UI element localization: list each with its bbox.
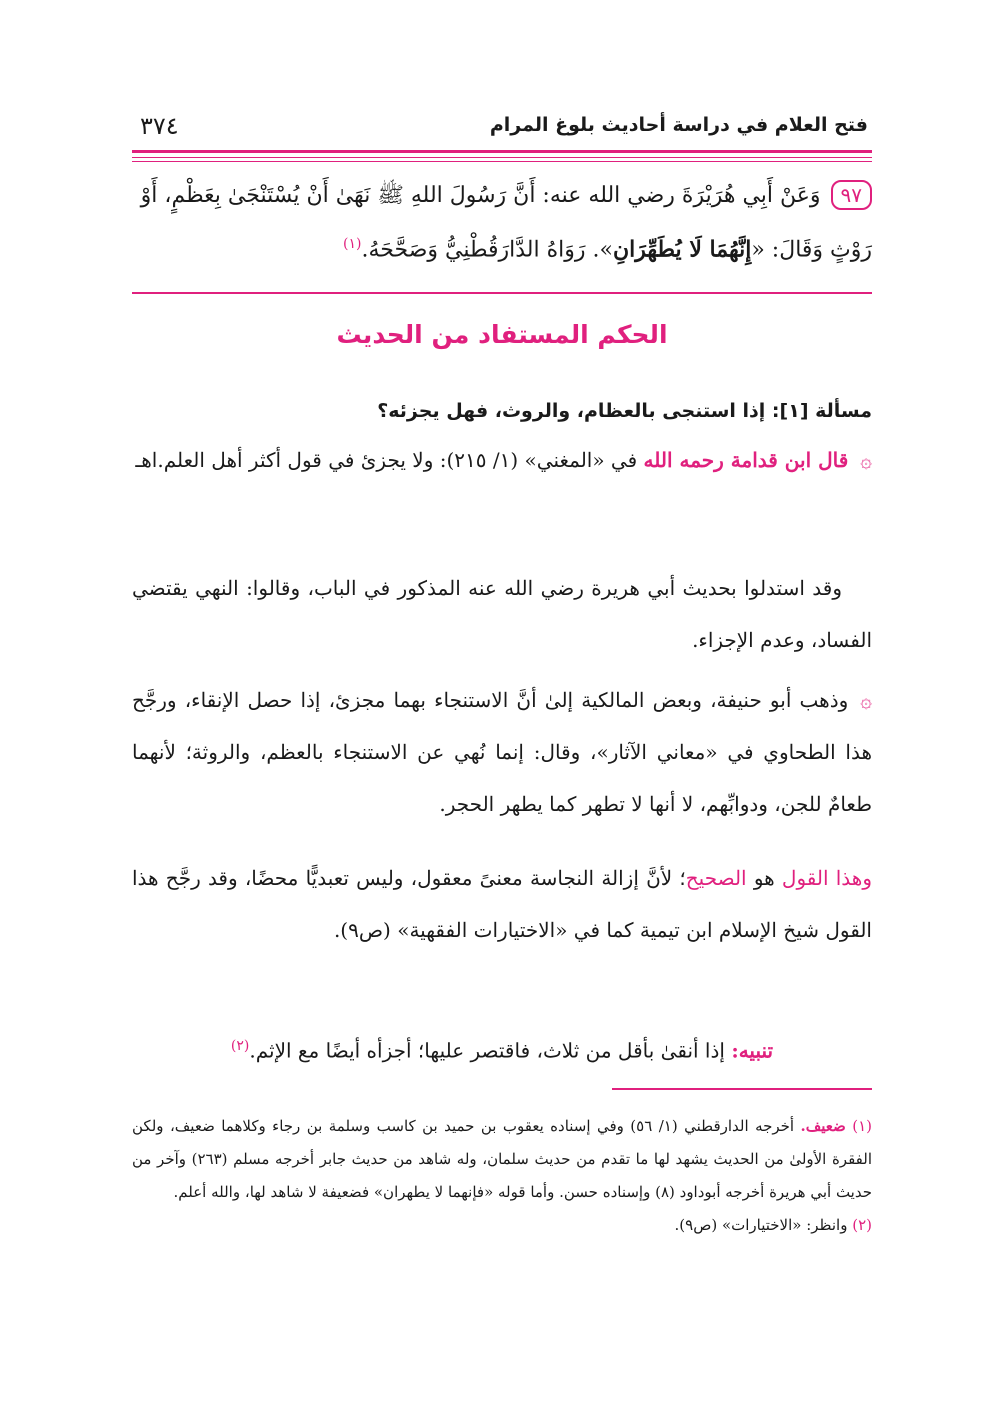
paragraph-4-text: ؛ لأنَّ إزالة النجاسة معنىً معقول، وليس تعبديًّا محضًا، وقد رجَّح هذا القول شيخ الإسلام ابن تيمية كما في «الاختيارات الفقهية» (ص٩).: [132, 866, 872, 942]
footnote-text: أخرجه الدارقطني (١/ ٥٦) وفي إسناده يعقوب بن حميد بن كاسب وسلمة بن رجاء وكلاهما ضعيف، ولكن الفقرة الأولىٰ من الحديث يشهد لها ما تقدم من حديث سلمان، وله شاهد من حديث جابر أخرجه مسلم (٢٦٣) وآخر من حديث أبي هريرة أخرجه أبوداود (٨) وإسناده حسن. وأما قوله «فإنهما لا يطهران» فضعيفة لا شاهد لها، والله أعلم.: [132, 1117, 872, 1201]
section-title: الحكم المستفاد من الحديث: [336, 320, 668, 349]
paragraph-3: [132, 674, 872, 830]
hadith-line-2-post: ». رَوَاهُ الدَّارَقُطْنِيُّ وَصَحَّحَهُ.: [361, 237, 613, 263]
hadith-text: [132, 172, 872, 274]
running-title: فتح العلام في دراسة أحاديث بلوغ المرام: [489, 114, 868, 136]
header-rule-thin: [132, 157, 872, 158]
scholar-name: قال ابن قدامة رحمه الله: [643, 448, 849, 472]
note-text: إذا أنقىٰ بأقل من ثلاث، فاقتصر عليها؛ أجزأه أيضًا مع الإثم.: [249, 1038, 732, 1063]
page-header: [132, 112, 872, 146]
paragraph-2-text: وقد استدلوا بحديث أبي هريرة رضي الله عنه المذكور في الباب، وقالوا: النهي يقتضي الفساد، وعدم الإجزاء.: [132, 576, 872, 652]
paragraph-4: [132, 852, 872, 956]
verdict-lead: وهذا القول: [781, 866, 873, 890]
question-heading: [132, 384, 872, 437]
verdict-correct: الصحيح: [685, 866, 747, 890]
note-label: تنبيه:: [731, 1038, 774, 1063]
footnote-grade: ضعيف.: [800, 1117, 846, 1135]
paragraph-1-text: في «المغني» (١/ ٢١٥): ولا يجزئ في قول أكثر أهل العلم.اهـ: [135, 448, 638, 472]
hadith-line-2-pre: رَوْثٍ وَقَالَ: «: [751, 237, 872, 263]
flower-icon: ۞: [860, 688, 872, 712]
page: [132, 0, 872, 1418]
footnote-ref-2[interactable]: (٢): [230, 1038, 250, 1054]
paragraph-2: [132, 562, 872, 666]
footnote-2: [132, 1209, 872, 1242]
hadith-line-1: وَعَنْ أَبِي هُرَيْرَةَ رضي الله عنه: أَنَّ رَسُولَ اللهِ ﷺ نَهَىٰ أَنْ يُسْتَنْجَىٰ بِعَظْمٍ، أَوْ: [140, 183, 821, 208]
footnote-1: [132, 1110, 872, 1209]
paragraph-1: [132, 434, 872, 486]
question-text: مسألة [١]: إذا استنجى بالعظام، والروث، فهل يجزئه؟: [377, 400, 872, 422]
hadith-quote-bold: إِنَّهُمَا لَا يُطَهِّرَانِ: [612, 236, 752, 263]
footnote-text: وانظر: «الاختيارات» (ص٩).: [674, 1216, 853, 1234]
header-rule-thin-2: [132, 161, 872, 162]
hadith-rule: [132, 292, 872, 294]
hadith-number-badge: ٩٧: [831, 180, 872, 210]
footnote-number: (٢): [852, 1216, 872, 1234]
footnote-number: (١): [852, 1117, 872, 1135]
footnote-rule: [612, 1088, 872, 1090]
footnote-ref-1[interactable]: (١): [343, 236, 362, 252]
verdict-mid: هو: [746, 866, 782, 890]
note: [132, 1020, 872, 1077]
header-rule-thick: [132, 150, 872, 153]
footnotes: [132, 1110, 872, 1242]
page-number: ٣٧٤: [140, 112, 179, 140]
flower-icon: ۞: [860, 448, 872, 472]
paragraph-3-text: وذهب أبو حنيفة، وبعض المالكية إلىٰ أنَّ الاستنجاء بهما مجزئ، إذا حصل الإنقاء، ورجَّح هذا الطحاوي في «معاني الآثار»، وقال: إنما نُهي عن الاستنجاء بالعظم، والروثة؛ لأنهما طعامٌ للجن، ودوابِّهم، لا أنها لا تطهر كما يطهر الحجر.: [132, 688, 872, 816]
